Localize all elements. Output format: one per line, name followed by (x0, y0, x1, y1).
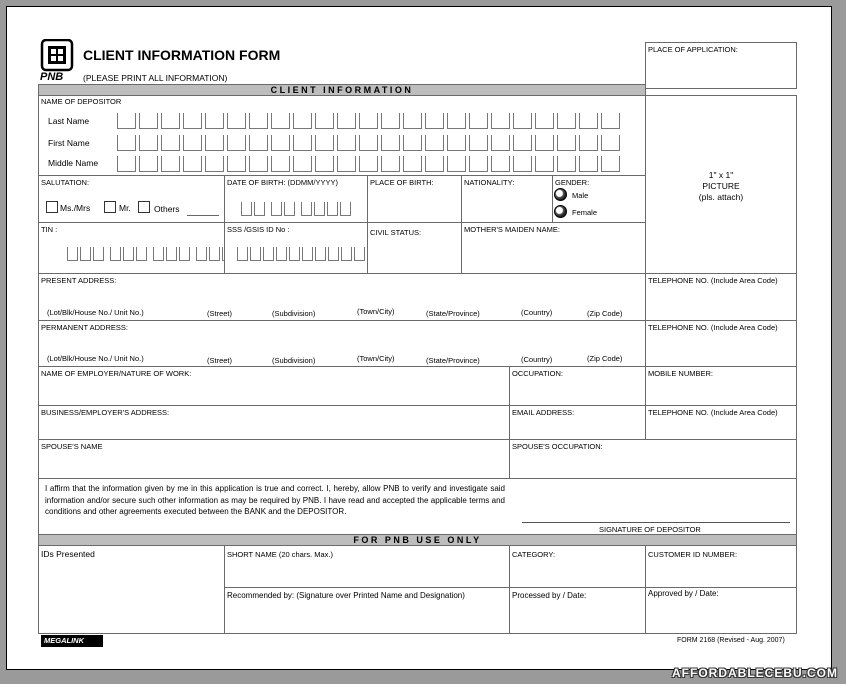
civil-status-field[interactable] (367, 222, 462, 274)
permanent-street-label: (Street) (207, 356, 233, 365)
date-of-birth-input[interactable] (241, 202, 351, 216)
affirmation-section (38, 478, 797, 535)
others-checkbox[interactable] (138, 201, 150, 213)
client-information-bar: CLIENT INFORMATION (38, 84, 646, 96)
category-label: CATEGORY: (512, 550, 556, 559)
present-country-label: (Country) (521, 308, 553, 317)
site-watermark: AFFORDABLECEBU.COM (672, 666, 838, 680)
mothers-maiden-name-label: MOTHER'S MAIDEN NAME: (464, 225, 561, 234)
processed-by-field[interactable] (509, 587, 646, 634)
megalink-logo: MEGALINK (41, 635, 103, 647)
business-telephone-label: TELEPHONE NO. (Include Area Code) (648, 408, 778, 417)
last-name-label: Last Name (48, 116, 90, 126)
place-of-application-label: PLACE OF APPLICATION: (648, 45, 738, 54)
form-title: CLIENT INFORMATION FORM (83, 47, 281, 63)
processed-by-label: Processed by / Date: (512, 591, 587, 600)
spouse-occupation-label: SPOUSE'S OCCUPATION: (512, 442, 603, 451)
spouse-name-label: SPOUSE'S NAME (41, 442, 103, 451)
business-telephone-field[interactable] (645, 405, 797, 440)
first-name-input[interactable] (117, 135, 620, 151)
picture-note: (pls. attach) (698, 192, 744, 202)
signature-label: SIGNATURE OF DEPOSITOR (599, 525, 701, 534)
present-address-field[interactable] (38, 273, 646, 321)
permanent-telephone-label: TELEPHONE NO. (Include Area Code) (648, 323, 778, 332)
first-name-label: First Name (48, 138, 90, 148)
nationality-field[interactable] (461, 175, 553, 223)
present-telephone-field[interactable] (645, 273, 797, 321)
ms-mrs-checkbox[interactable] (46, 201, 58, 213)
occupation-label: OCCUPATION: (512, 369, 563, 378)
recommended-by-label: Recommended by: (Signature over Printed Name and Designation) (227, 591, 465, 600)
employer-field[interactable] (38, 366, 510, 406)
permanent-address-field[interactable] (38, 320, 646, 367)
gender-field (552, 175, 612, 223)
permanent-zip-label: (Zip Code) (587, 354, 623, 363)
category-field[interactable] (509, 545, 646, 588)
female-label: Female (572, 208, 598, 217)
place-of-application-field[interactable] (645, 42, 797, 89)
others-label: Others (154, 204, 180, 214)
approved-by-field[interactable] (645, 587, 797, 634)
form-subtitle: (PLEASE PRINT ALL INFORMATION) (83, 73, 228, 83)
salutation-field (38, 175, 225, 223)
permanent-state-label: (State/Province) (426, 356, 480, 365)
civil-status-label: CIVIL STATUS: (370, 228, 422, 237)
sss-gsis-field (224, 222, 368, 274)
affirmation-text: I affirm that the information given by me in this application is true and correct. I, hereby, allow PNB to verify and investigate said information and/or secure such other information as may be required by PNB. I have read and accepted the applicable terms and conditions and other agreements executed between the BANK and the DEPOSITOR. (45, 484, 505, 516)
mobile-number-label: MOBILE NUMBER: (648, 369, 714, 378)
occupation-field[interactable] (509, 366, 646, 406)
present-state-label: (State/Province) (426, 309, 480, 318)
mr-label: Mr. (119, 203, 131, 213)
form-number: FORM 2168 (Revised - Aug. 2007) (677, 637, 785, 644)
business-address-field[interactable] (38, 405, 510, 440)
middle-name-label: Middle Name (48, 158, 99, 168)
tin-input[interactable] (67, 247, 233, 261)
present-subdivision-label: (Subdivision) (272, 309, 316, 318)
mothers-maiden-name-field[interactable] (461, 222, 646, 274)
last-name-input[interactable] (117, 113, 620, 129)
present-telephone-label: TELEPHONE NO. (Include Area Code) (648, 276, 778, 285)
middle-name-input[interactable] (117, 156, 620, 172)
signature-line[interactable] (522, 522, 790, 523)
logo-text: PNB (40, 71, 64, 83)
present-zip-label: (Zip Code) (587, 309, 623, 318)
email-address-label: EMAIL ADDRESS: (512, 408, 575, 417)
date-of-birth-field (224, 175, 368, 223)
others-input-line[interactable] (187, 215, 219, 216)
short-name-label: SHORT NAME (20 chars. Max.) (227, 550, 333, 559)
approved-by-label: Approved by / Date: (648, 589, 719, 598)
picture-size: 1" x 1" (708, 170, 734, 180)
present-street-label: (Street) (207, 309, 233, 318)
email-address-field[interactable] (509, 405, 646, 440)
female-radio[interactable] (554, 205, 567, 218)
spouse-occupation-field[interactable] (509, 439, 797, 479)
permanent-address-label: PERMANENT ADDRESS: (41, 323, 128, 332)
place-of-birth-field[interactable] (367, 175, 462, 223)
depositor-name-label: NAME OF DEPOSITOR (41, 97, 122, 106)
customer-id-label: CUSTOMER ID NUMBER: (648, 550, 738, 559)
sss-gsis-input[interactable] (237, 247, 365, 261)
recommended-by-field[interactable] (224, 587, 510, 634)
male-label: Male (572, 191, 589, 200)
ids-presented-field[interactable] (38, 545, 225, 634)
present-town-label: (Town/City) (357, 307, 395, 316)
ids-presented-label: IDs Presented (41, 549, 95, 559)
male-radio[interactable] (554, 188, 567, 201)
gender-label: GENDER: (555, 178, 590, 187)
depositor-name-section (38, 95, 646, 176)
permanent-telephone-field[interactable] (645, 320, 797, 367)
ms-mrs-label: Ms./Mrs (60, 203, 91, 213)
customer-id-field[interactable] (645, 545, 797, 588)
permanent-country-label: (Country) (521, 355, 553, 364)
tin-field (38, 222, 225, 274)
business-address-label: BUSINESS/EMPLOYER'S ADDRESS: (41, 408, 170, 417)
permanent-town-label: (Town/City) (357, 354, 395, 363)
sss-gsis-label: SSS /GSIS ID No : (227, 225, 290, 234)
picture-label: PICTURE (702, 181, 740, 191)
date-of-birth-label: DATE OF BIRTH: (DDMM/YYYY) (227, 178, 338, 187)
present-address-label: PRESENT ADDRESS: (41, 276, 117, 285)
permanent-subdivision-label: (Subdivision) (272, 356, 316, 365)
mobile-number-field[interactable] (645, 366, 797, 406)
permanent-lot-label: (Lot/Blk/House No./ Unit No.) (47, 354, 144, 363)
gender-filler (611, 175, 646, 223)
short-name-field[interactable] (224, 545, 510, 588)
salutation-label: SALUTATION: (41, 178, 90, 187)
picture-box[interactable] (645, 95, 797, 275)
form-sheet (6, 6, 832, 670)
employer-label: NAME OF EMPLOYER/NATURE OF WORK: (41, 369, 192, 378)
mr-checkbox[interactable] (104, 201, 116, 213)
present-lot-label: (Lot/Blk/House No./ Unit No.) (47, 308, 144, 317)
place-of-birth-label: PLACE OF BIRTH: (370, 178, 434, 187)
nationality-label: NATIONALITY: (464, 178, 515, 187)
spouse-name-field[interactable] (38, 439, 510, 479)
pnb-use-only-bar: FOR PNB USE ONLY (38, 534, 797, 546)
tin-label: TIN : (41, 225, 58, 234)
